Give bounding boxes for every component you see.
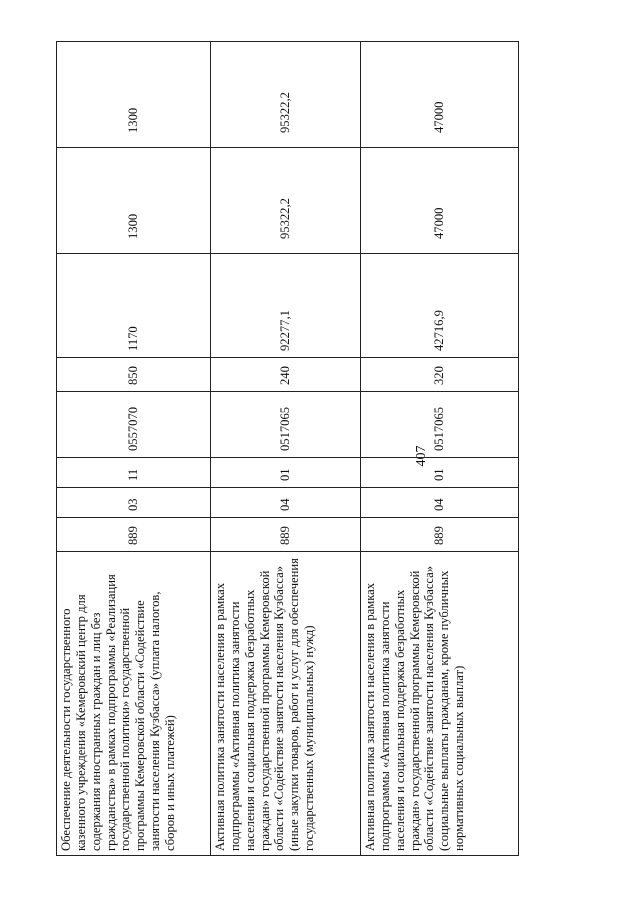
section-code-cell: 04 (211, 488, 361, 518)
expense-type-code-cell: 240 (211, 358, 361, 392)
budget-table (56, 41, 519, 856)
subsection-code-cell: 01 (361, 458, 519, 488)
expense-type-code-cell: 320 (361, 358, 519, 392)
rotated-table-frame (56, 42, 518, 856)
expense-type-code-cell: 850 (57, 358, 211, 392)
grbs-code-cell: 889 (361, 518, 519, 552)
amount-cell-3: 47000 (361, 42, 519, 148)
table-row (361, 42, 519, 856)
section-code-cell: 04 (361, 488, 519, 518)
target-article-code-cell: 0517065 (211, 392, 361, 458)
amount-cell-2: 1300 (57, 148, 211, 254)
amount-cell-3: 1300 (57, 42, 211, 148)
table-row (57, 42, 211, 856)
expense-name-cell: Обеспечение деятельности государственного казенного учреждения «Кемеровский центр для содержания иностранных граждан и лиц без гражданства» в рамках подпрограммы «Реализация государственной политики» государственной программы Кемеровской области «Содействие занятости населения Кузбасса» (уплата налогов, сборов и иных платежей) (57, 552, 211, 856)
expense-name-cell: Активная политика занятости населения в рамках подпрограммы «Активная политика занятости населения и социальная поддержка безработных граждан» государственной программы Кемеровской области «Содействие занятости населения Кузбасса» (иные закупки товаров, работ и услуг для обеспечения государственных (муниципальных) нужд) (211, 552, 361, 856)
amount-cell-3: 95322,2 (211, 42, 361, 148)
amount-cell-1: 1170 (57, 254, 211, 358)
subsection-code-cell: 01 (211, 458, 361, 488)
section-code-cell: 03 (57, 488, 211, 518)
amount-cell-2: 47000 (361, 148, 519, 254)
expense-name-cell: Активная политика занятости населения в рамках подпрограммы «Активная политика занятости населения и социальная поддержка безработных граждан» государственной программы Кемеровской области «Содействие занятости населения Кузбасса» (социальные выплаты гражданам, кроме публичных нормативных социальных выплат) (361, 552, 519, 856)
amount-cell-1: 92277,1 (211, 254, 361, 358)
subsection-code-cell: 11 (57, 458, 211, 488)
amount-cell-1: 42716,9 (361, 254, 519, 358)
amount-cell-2: 95322,2 (211, 148, 361, 254)
target-article-code-cell: 0517065 (361, 392, 519, 458)
table-row (211, 42, 361, 856)
grbs-code-cell: 889 (211, 518, 361, 552)
page-number: 407 (414, 445, 429, 467)
grbs-code-cell: 889 (57, 518, 211, 552)
target-article-code-cell: 0557070 (57, 392, 211, 458)
